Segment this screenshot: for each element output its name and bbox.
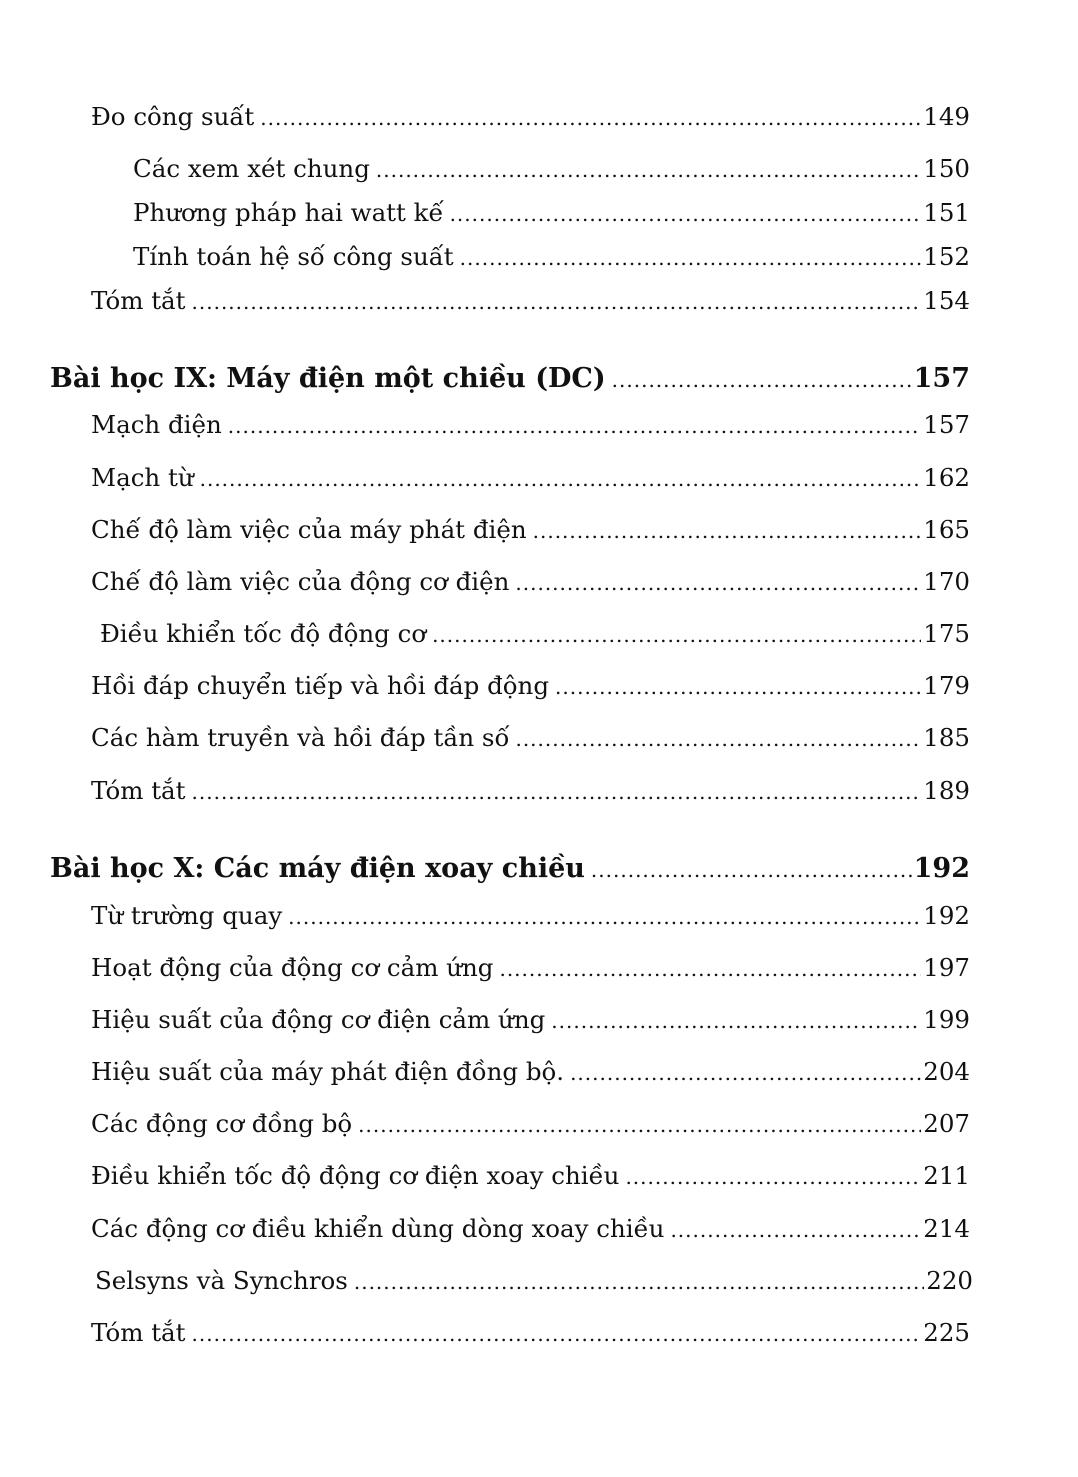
- toc-entry-title: Tóm tắt: [91, 776, 186, 805]
- toc-entry-title: Các động cơ điều khiển dùng dòng xoay chiều: [91, 1214, 665, 1243]
- toc-page-number: 225: [923, 1318, 970, 1347]
- toc-entry-title: Chế độ làm việc của máy phát điện: [91, 515, 527, 544]
- toc-entry-title: Tóm tắt: [91, 286, 186, 315]
- toc-page-number: 204: [923, 1057, 970, 1086]
- toc-entry: [133, 153, 970, 186]
- toc-entry-title: Hoạt động của động cơ cảm ứng: [91, 953, 494, 982]
- toc-entry: [91, 670, 970, 703]
- toc-entry-title: Bài học X: Các máy điện xoay chiều: [50, 853, 585, 884]
- toc-page-number: 165: [923, 515, 970, 544]
- dot-leader: [354, 1266, 924, 1298]
- toc-entry: [91, 101, 970, 134]
- toc-entry-title: Mạch điện: [91, 410, 222, 439]
- toc-entry-title: Bài học IX: Máy điện một chiều (DC): [50, 363, 606, 394]
- toc-entry-title: Tính toán hệ số công suất: [133, 242, 454, 271]
- dot-leader: [450, 198, 922, 230]
- toc-entry: [133, 241, 970, 274]
- toc-entry: [91, 1004, 970, 1037]
- toc-entry: [91, 722, 970, 755]
- toc-entry: [91, 1056, 970, 1089]
- toc-page-number: 162: [923, 463, 970, 492]
- dot-leader: [228, 410, 921, 442]
- toc-entry: [91, 900, 970, 933]
- toc-entry-title: Các hàm truyền và hồi đáp tần số: [91, 723, 510, 752]
- toc-entry-title: Hồi đáp chuyển tiếp và hồi đáp động: [91, 671, 550, 700]
- toc-page-number: 150: [923, 154, 970, 183]
- toc-page-number: 149: [923, 102, 970, 131]
- toc-page-number: 154: [923, 286, 970, 315]
- toc-page-number: 220: [926, 1266, 973, 1295]
- dot-leader: [200, 463, 922, 495]
- toc-entry-title: Mạch từ: [91, 463, 194, 492]
- toc-chapter-heading: [50, 853, 970, 886]
- toc-page-number: 211: [923, 1161, 970, 1190]
- dot-leader: [515, 723, 921, 755]
- toc-entry-title: Phương pháp hai watt kế: [133, 198, 444, 227]
- toc-page-number: 192: [913, 853, 970, 884]
- toc-entry: [91, 1160, 970, 1193]
- dot-leader: [551, 1005, 921, 1037]
- toc-entry: [91, 285, 970, 318]
- toc-page-number: 197: [923, 953, 970, 982]
- toc-entry: [91, 1317, 970, 1350]
- toc-entry-title: Từ trường quay: [91, 901, 283, 930]
- toc-entry: [133, 197, 970, 230]
- dot-leader: [260, 102, 921, 134]
- dot-leader: [460, 242, 922, 274]
- toc-entry: [95, 1265, 973, 1298]
- dot-leader: [533, 515, 922, 547]
- dot-leader: [192, 776, 922, 808]
- dot-leader: [625, 1161, 921, 1193]
- toc-entry: [91, 1213, 970, 1246]
- dot-leader: [192, 1318, 922, 1350]
- toc-entry: [100, 618, 970, 651]
- toc-page-number: 207: [923, 1109, 970, 1138]
- toc-page-number: 199: [923, 1005, 970, 1034]
- dot-leader: [358, 1109, 921, 1141]
- toc-entry-title: Đo công suất: [91, 102, 255, 131]
- toc-page-number: 151: [923, 198, 970, 227]
- toc-entry: [91, 1108, 970, 1141]
- toc-page-number: 189: [923, 776, 970, 805]
- toc-entry: [91, 514, 970, 547]
- toc-entry: [91, 952, 970, 985]
- dot-leader: [376, 154, 921, 186]
- dot-leader: [591, 854, 912, 886]
- toc-page-number: 152: [923, 242, 970, 271]
- dot-leader: [515, 567, 921, 599]
- toc-entry-title: Điều khiển tốc độ động cơ: [100, 619, 427, 648]
- toc-entry: [91, 775, 970, 808]
- toc-page-number: 185: [923, 723, 970, 752]
- toc-page-number: 175: [923, 619, 970, 648]
- toc-entry: [91, 566, 970, 599]
- toc-page-number: 157: [923, 410, 970, 439]
- dot-leader: [570, 1057, 921, 1089]
- dot-leader: [192, 286, 922, 318]
- toc-entry-title: Hiệu suất của máy phát điện đồng bộ.: [91, 1057, 565, 1086]
- toc-entry: [91, 409, 970, 442]
- toc-entry-title: Các xem xét chung: [133, 154, 370, 183]
- dot-leader: [670, 1214, 921, 1246]
- toc-entry-title: Hiệu suất của động cơ điện cảm ứng: [91, 1005, 546, 1034]
- dot-leader: [499, 953, 921, 985]
- toc-page-number: 179: [923, 671, 970, 700]
- toc-entry-title: Chế độ làm việc của động cơ điện: [91, 567, 510, 596]
- dot-leader: [612, 364, 912, 396]
- dot-leader: [555, 671, 921, 703]
- toc-page-number: 214: [923, 1214, 970, 1243]
- toc-page-number: 170: [923, 567, 970, 596]
- toc-entry-title: Tóm tắt: [91, 1318, 186, 1347]
- dot-leader: [432, 619, 921, 651]
- toc-page-number: 157: [913, 363, 970, 394]
- toc-chapter-heading: [50, 363, 970, 396]
- toc-page-number: 192: [923, 901, 970, 930]
- toc-entry-title: Điều khiển tốc độ động cơ điện xoay chiều: [91, 1161, 620, 1190]
- toc-entry-title: Các động cơ đồng bộ: [91, 1109, 353, 1138]
- toc-entry-title: Selsyns và Synchros: [95, 1266, 348, 1295]
- toc-entry: [91, 462, 970, 495]
- dot-leader: [288, 901, 921, 933]
